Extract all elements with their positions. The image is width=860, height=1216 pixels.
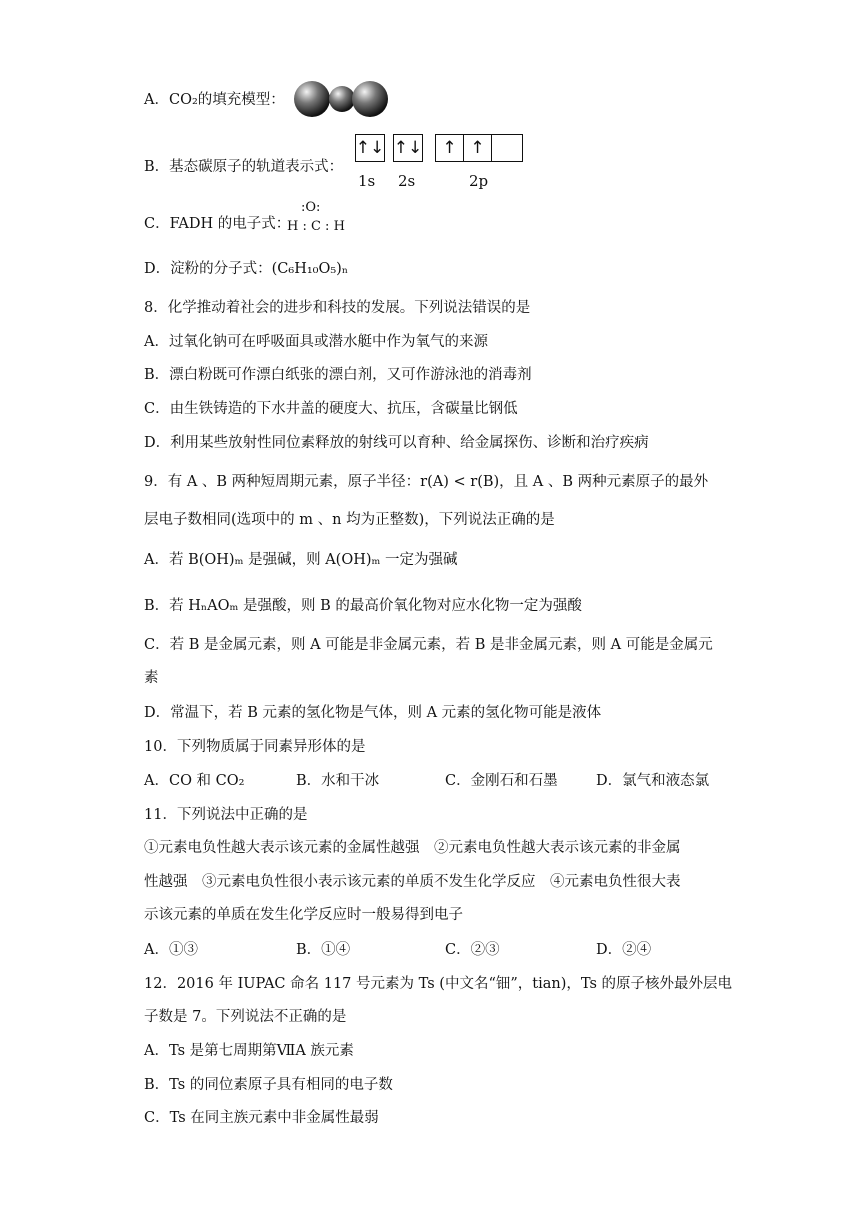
label-2p: 2p bbox=[469, 172, 489, 190]
orbital-box-2p bbox=[435, 134, 523, 162]
orbital-1s-electrons: ↑↓ bbox=[355, 138, 385, 158]
orbital-2s-electrons: ↑↓ bbox=[393, 138, 423, 158]
q10-option-c: C．金刚石和石墨 bbox=[445, 773, 558, 789]
co2-space-filling-model bbox=[293, 80, 393, 120]
q12-stem-line2: 子数是 7。下列说法不正确的是 bbox=[144, 1009, 347, 1025]
q7-option-b-text: B．基态碳原子的轨道表示式： bbox=[144, 159, 344, 175]
q7-option-a-text: A．CO₂的填充模型： bbox=[144, 92, 285, 108]
q7-option-d bbox=[144, 259, 348, 279]
q7-option-b bbox=[144, 157, 343, 177]
q11-option-c: C．②③ bbox=[445, 942, 500, 958]
q9-option-a: A．若 B(OH)ₘ 是强碱，则 A(OH)ₘ 一定为强碱 bbox=[144, 552, 458, 568]
q9-option-d: D．常温下，若 B 元素的氢化物是气体，则 A 元素的氢化物可能是液体 bbox=[144, 705, 602, 721]
orbital-2p-2-electrons: ↑ bbox=[464, 135, 492, 161]
q11-statement-line1: ①元素电负性越大表示该元素的金属性越强 ②元素电负性越大表示该元素的非金属 bbox=[144, 840, 681, 856]
label-2s: 2s bbox=[398, 172, 416, 190]
q9-option-b: B．若 HₙAOₘ 是强酸，则 B 的最高价氧化物对应水化物一定为强酸 bbox=[144, 598, 582, 614]
q11-option-a: A．①③ bbox=[144, 942, 198, 958]
orbital-box-2s bbox=[393, 134, 423, 162]
q9-option-c-line1: C．若 B 是金属元素，则 A 可能是非金属元素，若 B 是非金属元素，则 A 可能是金属元 bbox=[144, 637, 713, 653]
label-1s: 1s bbox=[358, 172, 376, 190]
orbital-box-1s bbox=[355, 134, 385, 162]
q7-option-c-text: C．FADH 的电子式： bbox=[144, 216, 291, 232]
q12-option-a: A．Ts 是第七周期第ⅦA 族元素 bbox=[144, 1043, 354, 1059]
electron-formula-line1: :O: bbox=[301, 200, 321, 215]
q11-statement-line3: 示该元素的单质在发生化学反应时一般易得到电子 bbox=[144, 907, 463, 923]
q7-option-c bbox=[144, 214, 290, 234]
q10-option-b: B．水和干冰 bbox=[296, 773, 380, 789]
q11-option-d: D．②④ bbox=[596, 942, 652, 958]
q9-option-c-line2: 素 bbox=[144, 670, 159, 686]
q8-option-a: A．过氧化钠可在呼吸面具或潜水艇中作为氧气的来源 bbox=[144, 334, 488, 350]
orbital-2p-3-electrons bbox=[492, 135, 520, 161]
q10-stem: 10．下列物质属于同素异形体的是 bbox=[144, 739, 366, 755]
q8-option-b: B．漂白粉既可作漂白纸张的漂白剂，又可作游泳池的消毒剂 bbox=[144, 367, 532, 383]
q9-stem-line1: 9．有 A 、B 两种短周期元素，原子半径：r(A) < r(B)，且 A 、B 两种元素原子的最外 bbox=[144, 474, 709, 490]
q11-stem: 11．下列说法中正确的是 bbox=[144, 807, 308, 823]
q8-option-c: C．由生铁铸造的下水井盖的硬度大、抗压，含碳量比钢低 bbox=[144, 401, 518, 417]
q7-option-a bbox=[144, 90, 285, 110]
oxygen-atom-right bbox=[352, 81, 388, 117]
q12-stem-line1: 12．2016 年 IUPAC 命名 117 号元素为 Ts (中文名“钿”，tian)，Ts 的原子核外最外层电 bbox=[144, 976, 733, 992]
q9-stem-line2: 层电子数相同(选项中的 m 、n 均为正整数)，下列说法正确的是 bbox=[144, 512, 555, 528]
q7-option-d-text: D．淀粉的分子式：(C₆H₁₀O₅)ₙ bbox=[144, 261, 349, 277]
electron-formula-line2: H : C : H bbox=[287, 219, 345, 234]
orbital-2p-1-electrons: ↑ bbox=[436, 135, 464, 161]
carbon-atom bbox=[329, 86, 355, 112]
q10-option-d: D．氯气和液态氯 bbox=[596, 773, 710, 789]
q8-option-d: D．利用某些放射性同位素释放的射线可以育种、给金属探伤、诊断和治疗疾病 bbox=[144, 435, 649, 451]
oxygen-atom-left bbox=[294, 81, 330, 117]
q12-option-b: B．Ts 的同位素原子具有相同的电子数 bbox=[144, 1077, 393, 1093]
q11-option-b: B．①④ bbox=[296, 942, 351, 958]
electron-formula bbox=[287, 200, 345, 234]
q11-statement-line2: 性越强 ③元素电负性很小表示该元素的单质不发生化学反应 ④元素电负性很大表 bbox=[144, 874, 681, 890]
q12-option-c: C．Ts 在同主族元素中非金属性最弱 bbox=[144, 1110, 379, 1126]
q10-option-a: A．CO 和 CO₂ bbox=[144, 773, 245, 789]
q8-stem: 8．化学推动着社会的进步和科技的发展。下列说法错误的是 bbox=[144, 300, 531, 316]
